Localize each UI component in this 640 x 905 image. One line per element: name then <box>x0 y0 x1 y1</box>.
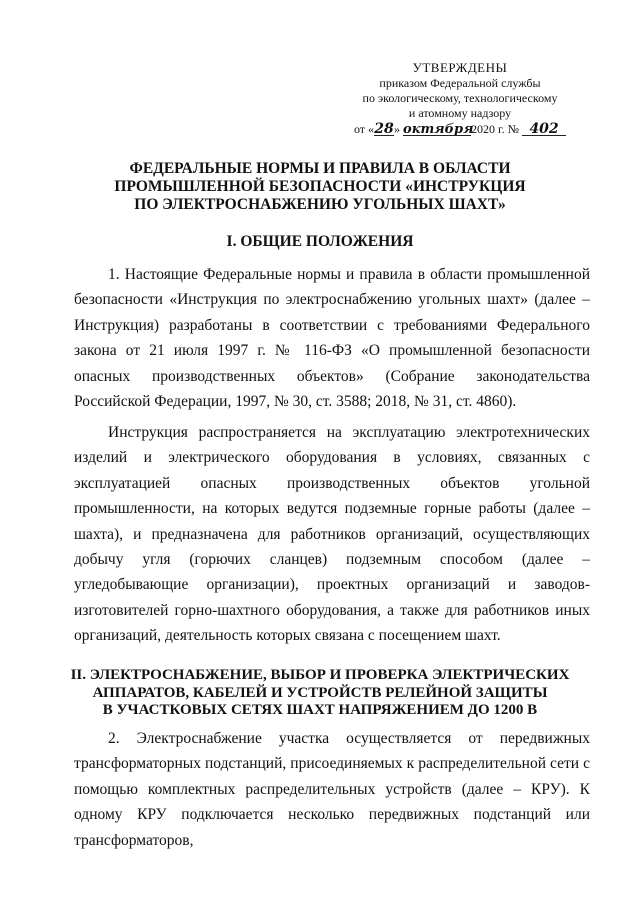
section-2-title <box>60 667 580 720</box>
approval-line-3: и атомному надзору <box>408 106 512 120</box>
document-title <box>60 160 580 214</box>
paragraph-1 <box>74 262 590 414</box>
order-month-handwritten: октября <box>403 122 474 137</box>
order-prefix: от « <box>353 122 375 136</box>
order-number-handwritten: 402 <box>522 122 566 137</box>
paragraph-2 <box>74 420 590 649</box>
order-mid: » <box>394 122 404 136</box>
approval-line-1: приказом Федеральной службы <box>379 76 541 90</box>
order-year: 2020 г. № <box>471 122 520 136</box>
section-2-title-line-1: II. ЭЛЕКТРОСНАБЖЕНИЕ, ВЫБОР И ПРОВЕРКА ЭЛЕКТРИЧЕСКИХ <box>70 667 570 683</box>
approval-line-2: по экологическому, технологическому <box>362 91 558 105</box>
approval-block <box>330 60 590 137</box>
paragraph-3 <box>74 726 590 853</box>
paragraph-2-text: Инструкция распространяется на эксплуатацию электротехнических изделий и электрического оборудования в условиях, связанных с эксплуатацией опасных производственных объектов угольной промышленности, на которых ведутся подземные горные работы (далее – шахта), и предназначена для работников организаций, осуществляющих добычу угля (горючих сланцев) подземным способом (далее – угледобывающие организации), проектных организаций и заводов-изготовителей горно-шахтного оборудования, а также для работников иных организаций, деятельность которых связана с посещением шахт. <box>74 424 590 645</box>
order-line <box>330 122 590 137</box>
section-2-title-line-2: АППАРАТОВ, КАБЕЛЕЙ И УСТРОЙСТВ РЕЛЕЙНОЙ ЗАЩИТЫ <box>92 684 548 701</box>
order-day-handwritten: 28 <box>374 121 394 137</box>
section-2-title-line-3: В УЧАСТКОВЫХ СЕТЯХ ШАХТ НАПРЯЖЕНИЕМ ДО 1200 В <box>102 702 538 718</box>
approval-heading: УТВЕРЖДЕНЫ <box>412 60 508 75</box>
document-title-line-2: ПРОМЫШЛЕННОЙ БЕЗОПАСНОСТИ «ИНСТРУКЦИЯ <box>114 178 526 195</box>
paragraph-3-text: 2. Электроснабжение участка осуществляется от передвижных трансформаторных подстанций, присоединяемых к распределительной сети с помощью комплектных распределительных устройств (далее – КРУ). К одному КРУ подключается несколько передвижных подстанций или трансформаторов, <box>74 730 590 849</box>
document-title-line-3: ПО ЭЛЕКТРОСНАБЖЕНИЮ УГОЛЬНЫХ ШАХТ» <box>134 196 506 213</box>
section-1-title: I. ОБЩИЕ ПОЛОЖЕНИЯ <box>226 233 414 250</box>
document-title-line-1: ФЕДЕРАЛЬНЫЕ НОРМЫ И ПРАВИЛА В ОБЛАСТИ <box>129 160 511 177</box>
paragraph-1-text: 1. Настоящие Федеральные нормы и правила в области промышленной безопасности «Инструкция по электроснабжению угольных шахт» (далее – Инструкция) разработаны в соответствии с требованиями Федерального закона от 21 июля 1997 г. № 116-ФЗ «О промышленной безопасности опасных производственных объектов» (Собрание законодательства Российской Федерации, 1997, № 30, ст. 3588; 2018, № 31, ст. 4860). <box>74 266 590 411</box>
